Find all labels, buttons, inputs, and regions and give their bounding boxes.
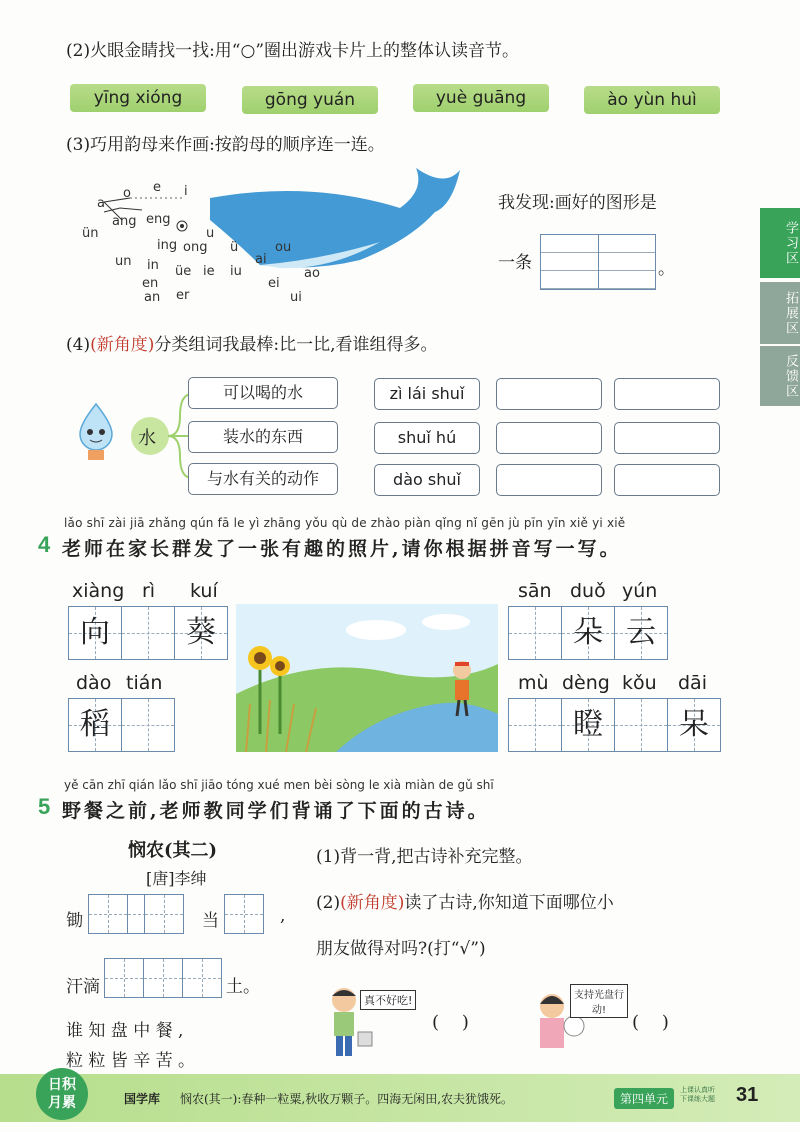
discover-prefix: 一条 [498, 253, 532, 273]
pinyin: dào [76, 672, 112, 694]
connect-line [104, 208, 142, 212]
answer-box[interactable] [614, 464, 720, 496]
pinyin: tián [126, 672, 163, 694]
letter: er [176, 288, 190, 303]
whale-shape [210, 168, 460, 268]
answer-box[interactable] [614, 378, 720, 410]
q5-pinyin: yě cān zhī qián lǎo shī jiāo tóng xué men bèi sòng le xià miàn de gǔ shī [64, 778, 494, 792]
letter: un [115, 254, 132, 269]
letter: ai [255, 252, 267, 267]
letter: ao [304, 266, 320, 281]
poem-author: [唐]李绅 [146, 869, 207, 888]
sub-question-1: (1)背一背,把古诗补充完整。 [316, 847, 533, 867]
poem-grid[interactable] [224, 894, 264, 934]
letter: o [123, 186, 131, 201]
letter: üe [175, 264, 192, 279]
poem-line4: 粒 粒 皆 辛 苦 。 [66, 1051, 196, 1071]
example-word: dào shuǐ [374, 464, 480, 496]
card-1[interactable]: yīng xióng [70, 84, 206, 112]
q4-number: 4 [38, 532, 51, 557]
discover-suffix: 。 [658, 259, 675, 279]
pinyin: rì [142, 580, 156, 602]
poem-line1-start: 锄 [66, 911, 83, 931]
letter: u [206, 226, 215, 241]
writing-grid[interactable]: 向 葵 [68, 606, 228, 660]
letter: i [184, 184, 188, 199]
part3-instruction: (3)巧用韵母来作画:按韵母的顺序连一连。 [66, 135, 385, 155]
water-drop-mascot-icon [72, 400, 120, 464]
footer-text: 悯农(其一):春种一粒粟,秋收万颗子。四海无闲田,农夫犹饿死。 [180, 1092, 514, 1106]
letter: ui [290, 290, 302, 305]
pinyin: dāi [678, 672, 707, 694]
letter: iu [230, 264, 242, 279]
card-3[interactable]: yuè guāng [413, 84, 549, 112]
part4-instruction: (4)(新角度)分类组词我最棒:比一比,看谁组得多。 [66, 335, 438, 355]
sub-question-2-line2: 朋友做得对吗?(打“√”) [316, 939, 486, 959]
example-word: zì lái shuǐ [374, 378, 480, 410]
card-2[interactable]: gōng yuán [242, 86, 378, 114]
side-tab-study[interactable]: 学习区 [760, 208, 800, 278]
pinyin: sān [518, 580, 552, 602]
pinyin: kuí [190, 580, 218, 602]
card-4[interactable]: ào yùn huì [584, 86, 720, 114]
letter: ing [157, 238, 178, 253]
poem-grid[interactable] [104, 958, 222, 998]
letter: ou [275, 240, 292, 255]
letter: ang [112, 214, 137, 229]
pinyin: xiàng [72, 580, 125, 602]
letter: ong [183, 240, 208, 255]
poem-line3: 谁 知 盘 中 餐 , [66, 1021, 184, 1041]
pinyin: mù [518, 672, 549, 694]
part2-instruction: (2)火眼金睛找一找:用“○”圈出游戏卡片上的整体认读音节。 [66, 41, 520, 61]
letter: ei [268, 276, 280, 291]
poem-line2-start: 汗滴 [66, 977, 100, 997]
answer-box[interactable] [496, 378, 602, 410]
letter: ie [203, 264, 215, 279]
answer-paren-girl[interactable]: ( ) [632, 1012, 669, 1033]
letter: ün [82, 226, 99, 241]
pinyin: duǒ [570, 580, 606, 602]
girl-speech-bubble: 支持光盘行动! [570, 984, 628, 1018]
letter: en [142, 276, 159, 291]
answer-box[interactable] [496, 422, 602, 454]
writing-grid[interactable]: 稻 [68, 698, 175, 752]
category-label: 与水有关的动作 [188, 463, 338, 495]
field-photo-illustration [236, 604, 498, 752]
writing-grid[interactable]: 朵 云 [508, 606, 668, 660]
answer-grid[interactable] [540, 234, 656, 290]
footer-library: 国学库 [124, 1092, 161, 1106]
pinyin: yún [622, 580, 658, 602]
pinyin: kǒu [622, 672, 657, 694]
side-tab-feedback[interactable]: 反馈区 [760, 346, 800, 406]
page-number: 31 [736, 1084, 759, 1106]
boy-speech-bubble: 真不好吃! [360, 990, 416, 1010]
q5-text: 野餐之前,老师教同学们背诵了下面的古诗。 [62, 800, 490, 822]
poem-line1-end: , [280, 906, 286, 926]
footer-unit: 第四单元 [614, 1088, 674, 1109]
letter: a [97, 196, 105, 211]
q5-number: 5 [38, 794, 51, 819]
q4-pinyin: lǎo shī zài jiā zhǎng qún fā le yì zhāng yǒu qù de zhào piàn qǐng nǐ gēn jù pīn yīn xiě yi xiě [64, 516, 626, 530]
poem-grid[interactable] [144, 894, 184, 934]
center-char: 水 [138, 428, 156, 449]
poem-line2-end: 土。 [226, 977, 260, 997]
letter: e [153, 180, 161, 195]
footer-logo: 日积月累 [36, 1068, 88, 1120]
poem-title: 悯农(其二) [128, 840, 218, 861]
category-label: 装水的东西 [188, 421, 338, 453]
writing-grid[interactable]: 瞪 呆 [508, 698, 721, 752]
poem-line1-mid: 当 [202, 911, 219, 931]
discover-label: 我发现:画好的图形是 [498, 193, 657, 213]
letter: in [147, 258, 159, 273]
q4-text: 老师在家长群发了一张有趣的照片,请你根据拼音写一写。 [62, 538, 622, 560]
letter: eng [146, 212, 171, 227]
side-tab-extend[interactable]: 拓展区 [760, 282, 800, 344]
pinyin: dèng [562, 672, 610, 694]
answer-paren-boy[interactable]: ( ) [432, 1012, 469, 1033]
letter: an [144, 290, 161, 305]
example-word: shuǐ hú [374, 422, 480, 454]
letter: ü [230, 240, 239, 255]
answer-box[interactable] [496, 464, 602, 496]
footer-unit-small: 上课认真听 下课练大题 [680, 1086, 715, 1103]
answer-box[interactable] [614, 422, 720, 454]
category-label: 可以喝的水 [188, 377, 338, 409]
sub-question-2: (2)(新角度)读了古诗,你知道下面哪位小 [316, 893, 614, 913]
